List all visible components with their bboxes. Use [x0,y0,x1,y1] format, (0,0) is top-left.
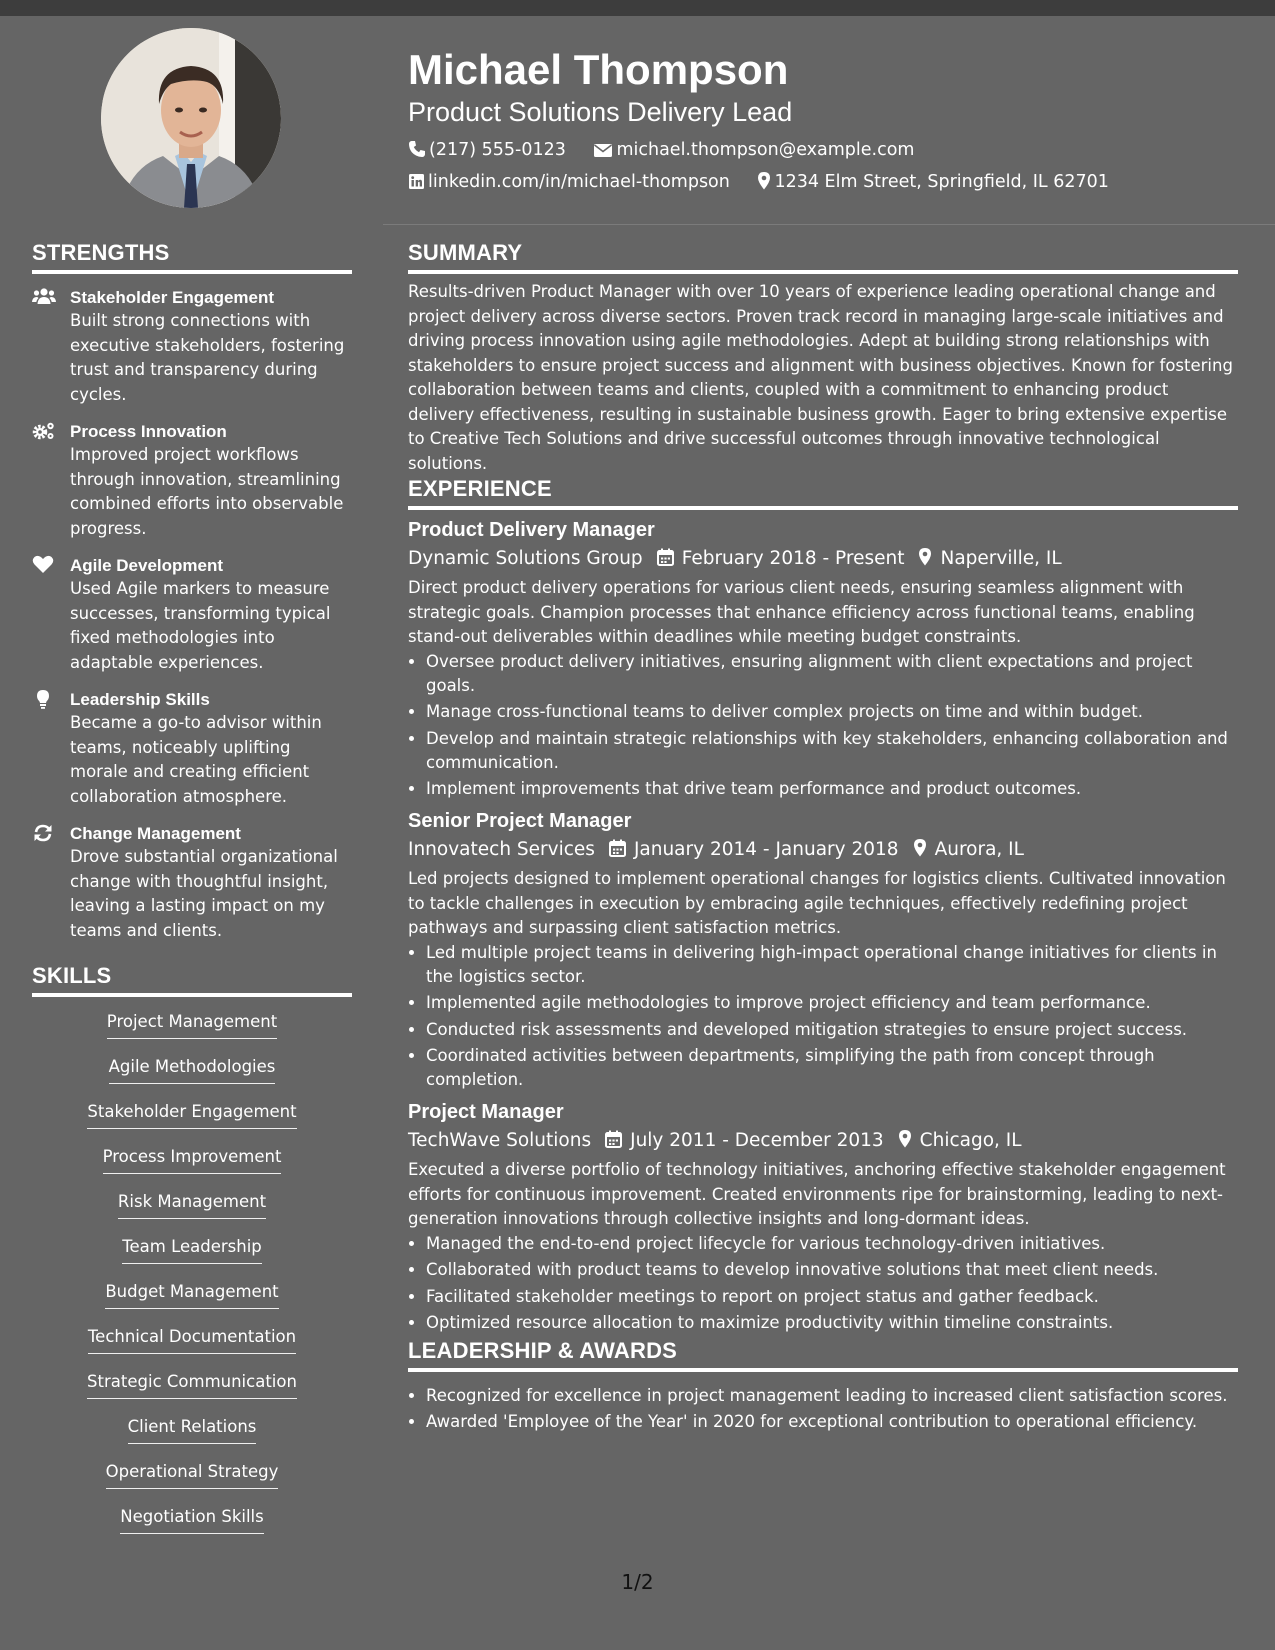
strength-description: Built strong connections with executive stakeholders, fostering trust and transparency during cycles. [70,311,345,404]
job-title: Product Delivery Manager [408,519,655,541]
calendar-icon [657,548,674,566]
job-description: Executed a diverse portfolio of technology initiatives, anchoring effective stakeholder engagement efforts for continuous improvement. Created environments ripe for brainstorming, leading to next-generation innovations through collective insights and long-dormant ideas. [408,1160,1226,1228]
job-bullet: • Oversee product delivery initiatives, ensuring alignment with client expectations and project goals. [426,650,1238,698]
job-title: Senior Project Manager [408,810,632,832]
map-marker-icon [898,1129,912,1148]
skill-item: Process Improvement [32,1146,352,1178]
strength-item [32,554,352,675]
strength-description: Became a go-to advisor within teams, noticeably uplifting morale and creating efficient collaboration atmosphere. [70,713,322,806]
strength-title: Leadership Skills [70,690,210,709]
skills-list [32,1011,352,1538]
experience-heading: EXPERIENCE [408,476,1238,510]
skill-item: Strategic Communication [32,1371,352,1403]
map-marker-icon [918,547,932,566]
resume-header [408,44,1238,198]
strength-description: Improved project workflows through innovation, streamlining combined efforts into observable progress. [70,445,344,538]
strength-title: Process Innovation [70,422,227,441]
job-bullet: • Implement improvements that drive team performance and product outcomes. [426,777,1238,801]
candidate-title: Product Solutions Delivery Lead [408,97,793,127]
job-company: Innovatech Services [408,839,595,860]
main-column [408,240,1238,1437]
job-bullet: • Facilitated stakeholder meetings to report on project status and gather feedback. [426,1285,1238,1309]
job-bullets [408,1232,1238,1336]
left-column [32,240,352,1551]
job-entry [408,516,1238,801]
job-meta [408,544,1238,574]
job-location: Aurora, IL [913,835,1024,865]
job-location: Chicago, IL [898,1126,1022,1156]
users-icon [32,287,56,307]
job-bullet: • Conducted risk assessments and developed mitigation strategies to ensure project success. [426,1018,1238,1042]
job-bullet: • Collaborated with product teams to develop innovative solutions that meet client needs. [426,1258,1238,1282]
job-bullet: • Implemented agile methodologies to improve project efficiency and team performance. [426,991,1238,1015]
skill-item: Agile Methodologies [32,1056,352,1088]
skill-item: Operational Strategy [32,1461,352,1493]
phone-icon [408,140,426,158]
award-item: • Awarded 'Employee of the Year' in 2020 for exceptional contribution to operational efficiency. [426,1410,1238,1434]
awards-heading: LEADERSHIP & AWARDS [408,1338,1238,1372]
job-bullet: • Led multiple project teams in delivering high-impact operational change initiatives for clients in the logistics sector. [426,941,1238,989]
lightbulb-icon [32,689,56,709]
job-title: Project Manager [408,1101,564,1123]
job-bullet: • Coordinated activities between departments, simplifying the path from concept through completion. [426,1044,1238,1092]
header-divider [383,224,1275,225]
skill-item: Stakeholder Engagement [32,1101,352,1133]
candidate-name: Michael Thompson [408,46,789,93]
summary-heading: SUMMARY [408,240,1238,274]
job-company: Dynamic Solutions Group [408,548,643,569]
skill-item: Client Relations [32,1416,352,1448]
contact-row-2 [408,166,1238,198]
strength-title: Change Management [70,824,241,843]
strength-description: Used Agile markers to measure successes, transforming typical fixed methodologies into adaptable experiences. [70,579,331,672]
job-description: Led projects designed to implement operational changes for logistics clients. Cultivated innovation to tackle challenges in execution by embracing agile techniques, effectively redefining project pathways and surpassing client satisfaction metrics. [408,869,1226,937]
map-marker-icon [913,838,927,857]
job-dates: January 2014 - January 2018 [609,835,899,865]
skill-item: Technical Documentation [32,1326,352,1358]
strength-item [32,420,352,541]
job-dates: July 2011 - December 2013 [605,1126,884,1156]
strength-title: Stakeholder Engagement [70,288,275,307]
skill-item: Budget Management [32,1281,352,1313]
portrait-illustration [101,28,281,208]
address-contact: 1234 Elm Street, Springfield, IL 62701 [757,166,1108,198]
envelope-icon [593,142,613,158]
linkedin-icon [408,173,425,190]
strength-title: Agile Development [70,556,224,575]
page-indicator: 1/2 [621,1570,654,1594]
contact-row-1 [408,134,1238,166]
strength-description: Drove substantial organizational change with thoughtful insight, leaving a lasting impact on my teams and clients. [70,847,338,940]
strengths-list [32,286,352,943]
job-entry [408,1098,1238,1335]
skills-heading: SKILLS [32,963,352,997]
strength-item [32,688,352,809]
map-marker-icon [757,171,771,190]
job-bullets [408,650,1238,802]
skill-item: Project Management [32,1011,352,1043]
email-contact[interactable]: michael.thompson@example.com [593,134,914,166]
skill-item: Negotiation Skills [32,1506,352,1538]
job-bullet: • Managed the end-to-end project lifecycle for various technology-driven initiatives. [426,1232,1238,1256]
cogs-icon [32,421,56,441]
job-company: TechWave Solutions [408,1130,592,1151]
job-bullet: • Manage cross-functional teams to deliver complex projects on time and within budget. [426,700,1238,724]
job-bullets [408,941,1238,1093]
skill-item: Team Leadership [32,1236,352,1268]
job-meta [408,1126,1238,1156]
linkedin-contact[interactable]: linkedin.com/in/michael-thompson [408,166,730,198]
job-dates: February 2018 - Present [657,544,905,574]
top-bar [0,0,1275,16]
award-item: • Recognized for excellence in project management leading to increased client satisfaction scores. [426,1384,1238,1408]
calendar-icon [605,1130,622,1148]
calendar-icon [609,839,626,857]
job-bullet: • Optimized resource allocation to maximize productivity within timeline constraints. [426,1311,1238,1335]
skill-item: Risk Management [32,1191,352,1223]
job-location: Naperville, IL [918,544,1061,574]
job-description: Direct product delivery operations for various client needs, ensuring seamless alignment with strategic goals. Champion processes that enhance efficiency across functional teams, enabling stand-out deliverables within deadlines while meeting budget constraints. [408,578,1195,646]
sync-icon [32,823,56,843]
awards-list [408,1384,1238,1435]
summary-text: Results-driven Product Manager with over 10 years of experience leading operational change and project delivery across diverse sectors. Proven track record in managing large-scale initiatives and driving process innovation using agile methodologies. Adept at building strong relationships with stakeholders to ensure project success and alignment with business objectives. Known for fostering collaboration between teams and clients, coupled with a commitment to enhancing product delivery effectiveness, resulting in sustainable business growth. Eager to bring extensive expertise to Creative Tech Solutions and drive successful outcomes through innovative technological solutions. [408,282,1233,473]
job-bullet: • Develop and maintain strategic relationships with key stakeholders, enhancing collaboration and communication. [426,727,1238,775]
strength-item [32,286,352,407]
phone-contact[interactable]: (217) 555-0123 [408,134,566,166]
job-entry [408,807,1238,1092]
strengths-heading: STRENGTHS [32,240,352,274]
strength-item [32,822,352,943]
profile-photo [101,28,281,208]
heart-icon [32,555,56,575]
job-meta [408,835,1238,865]
